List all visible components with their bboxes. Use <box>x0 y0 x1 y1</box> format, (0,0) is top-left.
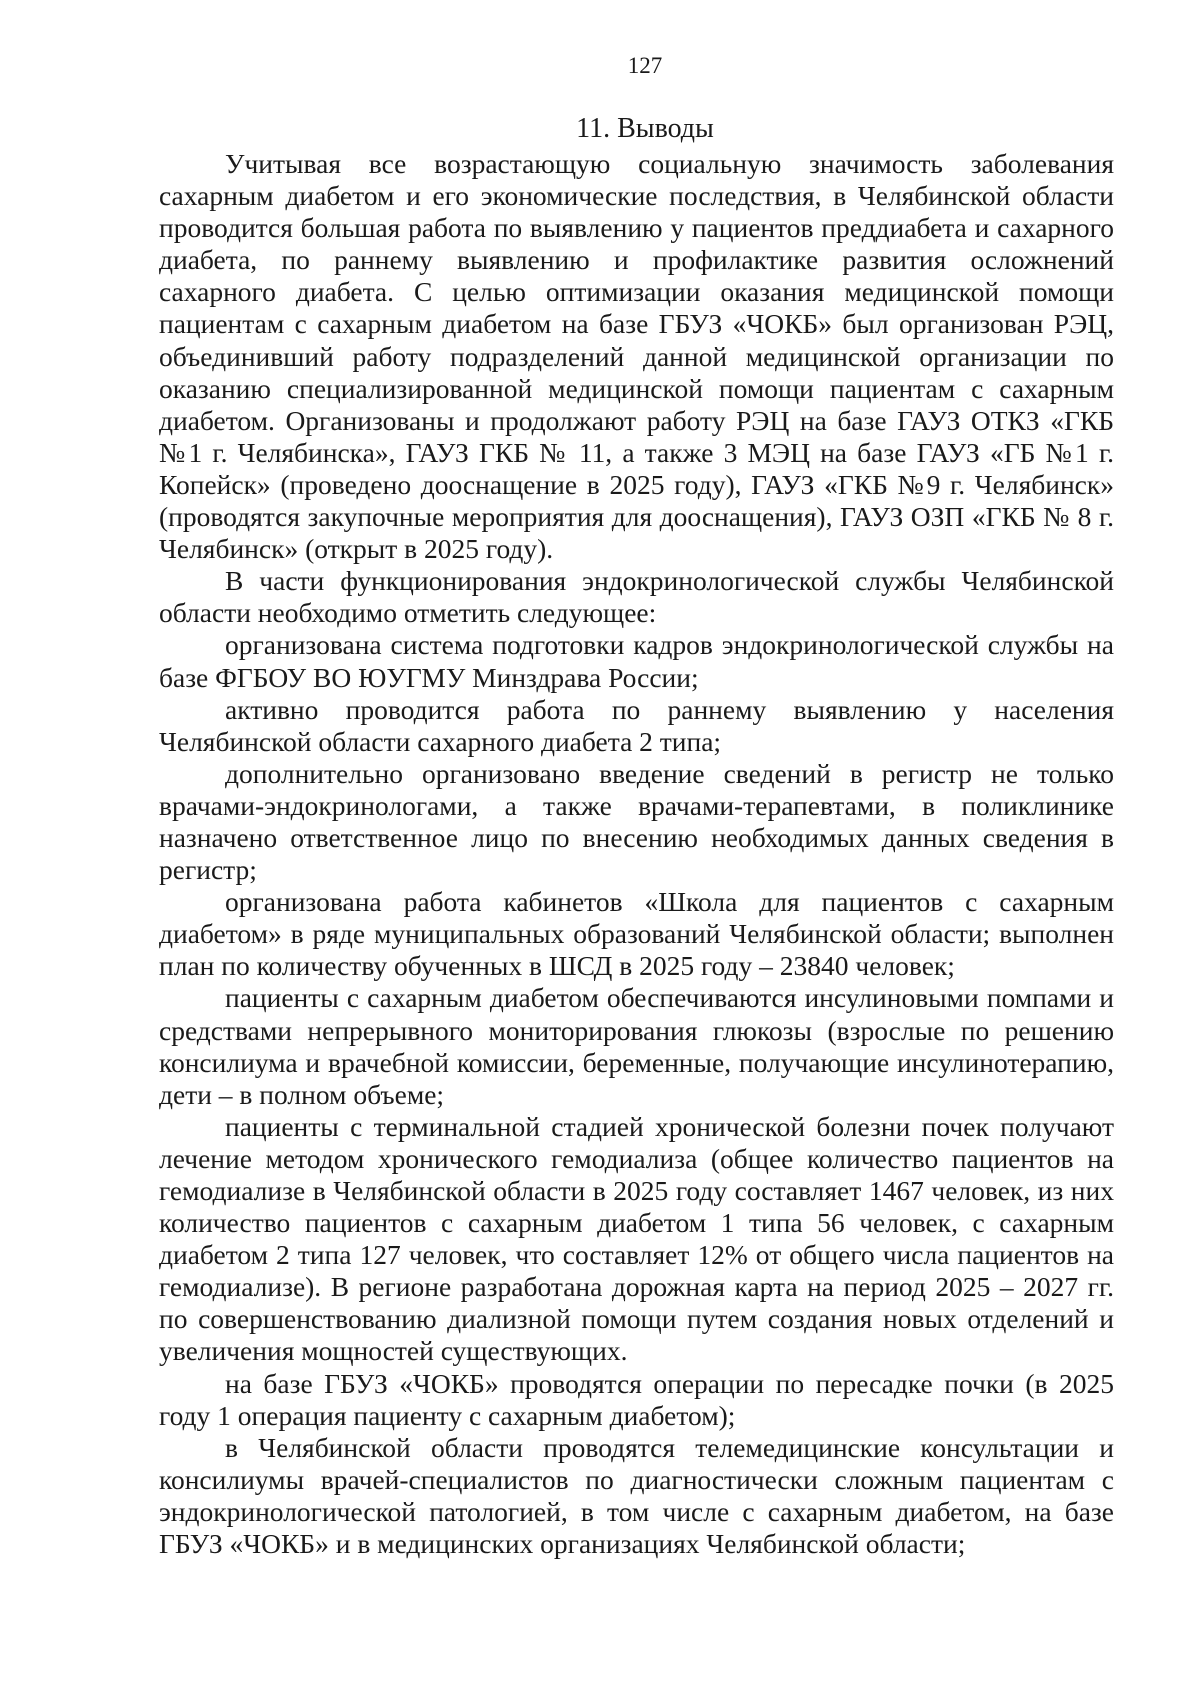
paragraph-intro: Учитывая все возрастающую социальную значимость заболевания сахарным диабетом и его экономические последствия, в Челябинской области проводится большая работа по выявлению у пациентов преддиабета и сахарного диабета, по раннему выявлению и профилактике развития осложнений сахарного диабета. С целью оптимизации оказания медицинской помощи пациентам с сахарным диабетом на базе ГБУЗ «ЧОКБ» был организован РЭЦ, объединивший работу подразделений данной медицинской организации по оказанию специализированной медицинской помощи пациентам с сахарным диабетом. Организованы и продолжают работу РЭЦ на базе ГАУЗ ОТКЗ «ГКБ №1 г. Челябинска», ГАУЗ ГКБ № 11, а также 3 МЭЦ на базе ГАУЗ «ГБ №1 г. Копейск» (проведено дооснащение в 2025 году), ГАУЗ «ГКБ №9 г. Челябинск» (проводятся закупочные мероприятия для дооснащения), ГАУЗ ОЗП «ГКБ № 8 г. Челябинск» (открыт в 2025 году). <box>159 148 1114 565</box>
paragraph-hemodialysis: пациенты с терминальной стадией хронической болезни почек получают лечение методом хронического гемодиализа (общее количество пациентов на гемодиализе в Челябинской области в 2025 году составляет 1467 человек, из них количество пациентов с сахарным диабетом 1 типа 56 человек, с сахарным диабетом 2 типа 127 человек, что составляет 12% от общего числа пациентов на гемодиализе). В регионе разработана дорожная карта на период 2025 – 2027 гг. по совершенствованию диализной помощи путем создания новых отделений и увеличения мощностей существующих. <box>159 1110 1114 1367</box>
paragraph-early-detection: активно проводится работа по раннему выявлению у населения Челябинской области сахарного диабета 2 типа; <box>159 693 1114 757</box>
paragraph-telemedicine: в Челябинской области проводятся телемедицинские консультации и консилиумы врачей-специалистов по диагностически сложным пациентам с эндокринологической патологией, в том числе с сахарным диабетом, на базе ГБУЗ «ЧОКБ» и в медицинских организациях Челябинской области; <box>159 1431 1114 1560</box>
paragraph-diabetes-school: организована работа кабинетов «Школа для пациентов с сахарным диабетом» в ряде муниципальных образований Челябинской области; выполнен план по количеству обученных в ШСД в 2025 году – 23840 человек; <box>159 886 1114 982</box>
body-text <box>159 148 1114 1560</box>
paragraph-staff-training: организована система подготовки кадров эндокринологической службы на базе ФГБОУ ВО ЮУГМУ Минздрава России; <box>159 629 1114 693</box>
paragraph-insulin-pumps: пациенты с сахарным диабетом обеспечиваются инсулиновыми помпами и средствами непрерывного мониторирования глюкозы (взрослые по решению консилиума и врачебной комиссии, беременные, получающие инсулинотерапию, дети – в полном объеме; <box>159 982 1114 1110</box>
paragraph-kidney-transplant: на базе ГБУЗ «ЧОКБ» проводятся операции по пересадке почки (в 2025 году 1 операция пациенту с сахарным диабетом); <box>159 1367 1114 1431</box>
paragraph-registry: дополнительно организовано введение сведений в регистр не только врачами-эндокринологами, а также врачами-терапевтами, в поликлинике назначено ответственное лицо по внесению необходимых данных сведения в регистр; <box>159 757 1114 886</box>
paragraph-service-summary: В части функционирования эндокринологической службы Челябинской области необходимо отметить следующее: <box>159 565 1114 629</box>
page-number: 127 <box>627 53 663 78</box>
section-heading: 11. Выводы <box>576 113 714 144</box>
